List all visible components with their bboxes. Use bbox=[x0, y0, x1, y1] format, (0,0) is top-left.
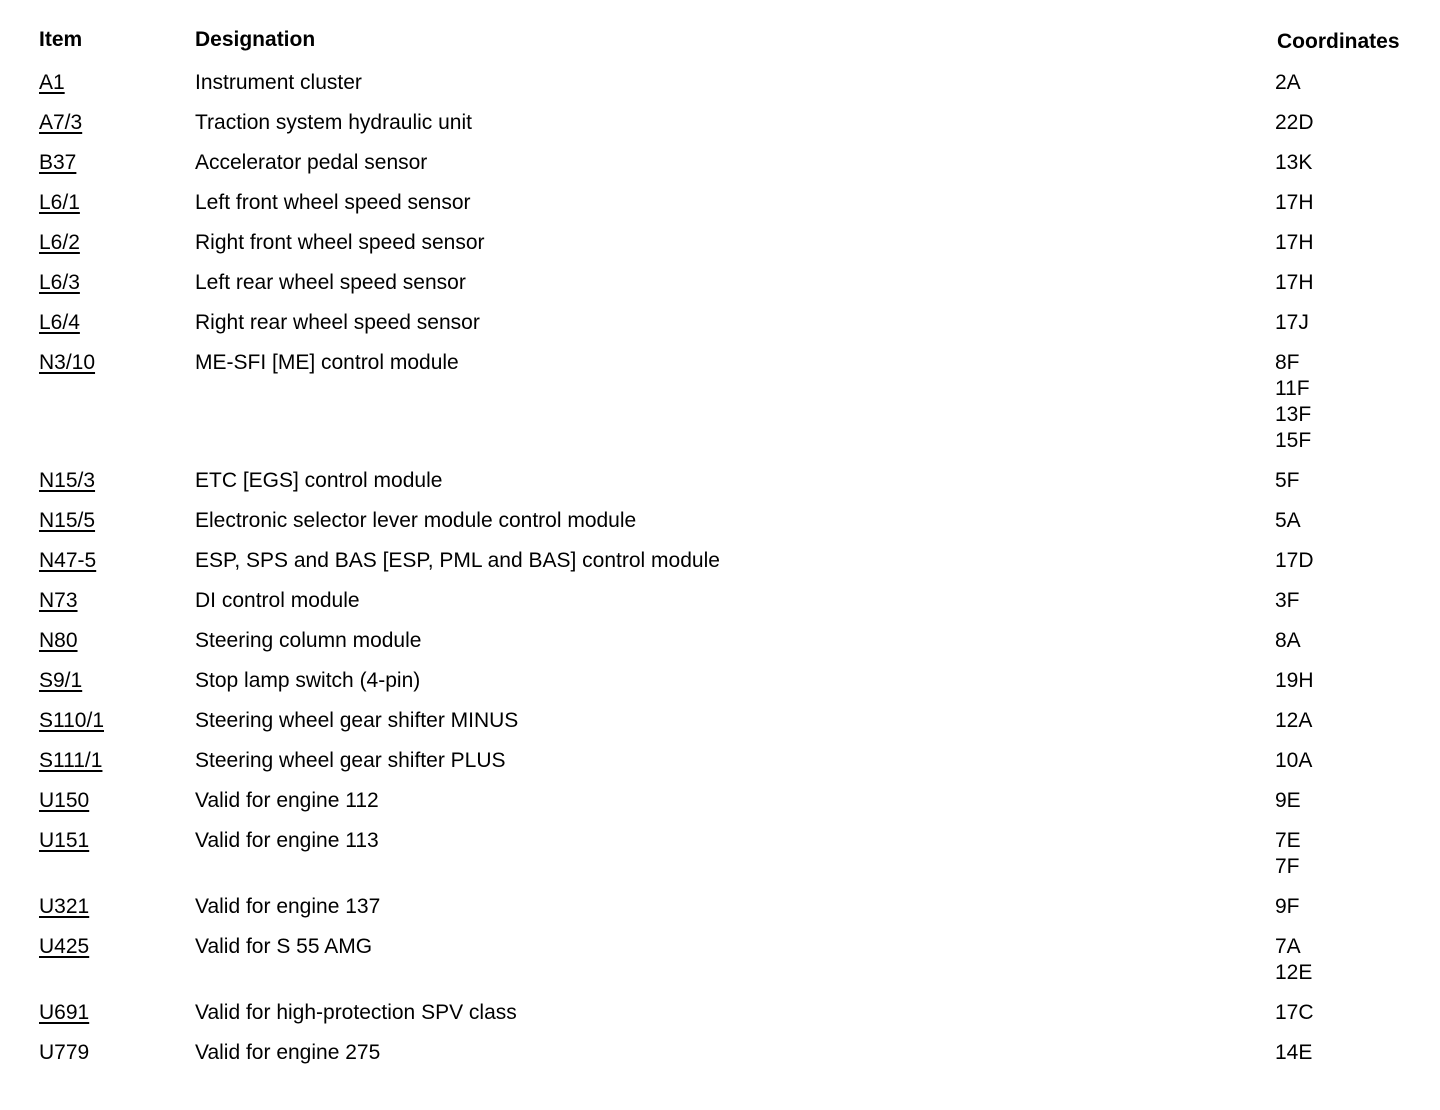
item-code-link[interactable]: N15/5 bbox=[39, 509, 96, 532]
table-row bbox=[39, 660, 1419, 700]
table-row bbox=[39, 540, 1419, 580]
coordinate-value: 17D bbox=[1275, 549, 1314, 572]
item-code-link[interactable]: N15/3 bbox=[39, 469, 96, 492]
coordinate-value: 8A bbox=[1275, 629, 1301, 652]
table-row bbox=[39, 1032, 1419, 1072]
coordinates-cell bbox=[1275, 310, 1415, 336]
designation-text: Right front wheel speed sensor bbox=[195, 231, 485, 254]
coordinate-value: 12A bbox=[1275, 709, 1313, 732]
coordinate-value: 22D bbox=[1275, 111, 1314, 134]
coordinates-cell bbox=[1275, 708, 1415, 734]
item-code-link[interactable]: N47-5 bbox=[39, 549, 97, 572]
designation-text: Electronic selector lever module control module bbox=[195, 509, 637, 532]
coordinates-cell bbox=[1275, 1040, 1415, 1066]
table-row bbox=[39, 780, 1419, 820]
designation-text: ME-SFI [ME] control module bbox=[195, 351, 459, 374]
item-code-link[interactable]: S111/1 bbox=[39, 749, 103, 772]
table-row bbox=[39, 460, 1419, 500]
item-code-link[interactable]: S9/1 bbox=[39, 669, 83, 692]
coordinates-cell bbox=[1275, 508, 1415, 534]
designation-text: Left front wheel speed sensor bbox=[195, 191, 471, 214]
table-row bbox=[39, 222, 1419, 262]
coordinates-cell bbox=[1275, 668, 1415, 694]
table-row bbox=[39, 820, 1419, 886]
coordinate-value: 17H bbox=[1275, 191, 1314, 214]
coordinate-value: 15F bbox=[1275, 429, 1312, 452]
coordinate-value: 10A bbox=[1275, 749, 1313, 772]
table-row bbox=[39, 620, 1419, 660]
coordinate-value: 12E bbox=[1275, 961, 1313, 984]
coordinates-cell bbox=[1275, 628, 1415, 654]
designation-text: Right rear wheel speed sensor bbox=[195, 311, 480, 334]
table-row bbox=[39, 580, 1419, 620]
coordinates-cell bbox=[1275, 1000, 1415, 1026]
coordinate-value: 3F bbox=[1275, 589, 1300, 612]
coordinates-cell bbox=[1275, 828, 1415, 880]
item-code-link[interactable]: U150 bbox=[39, 789, 90, 812]
designation-text: ESP, SPS and BAS [ESP, PML and BAS] control module bbox=[195, 549, 720, 572]
table-row bbox=[39, 262, 1419, 302]
coordinate-value: 7E bbox=[1275, 829, 1301, 852]
designation-text: Traction system hydraulic unit bbox=[195, 111, 472, 134]
coordinate-value: 7F bbox=[1275, 855, 1300, 878]
item-code-link[interactable]: N3/10 bbox=[39, 351, 96, 374]
table-row bbox=[39, 102, 1419, 142]
coordinates-cell bbox=[1275, 934, 1415, 986]
coordinate-value: 11F bbox=[1275, 377, 1310, 400]
coordinates-cell bbox=[1275, 548, 1415, 574]
designation-text: Valid for engine 112 bbox=[195, 789, 379, 812]
item-code-link[interactable]: N80 bbox=[39, 629, 78, 652]
coordinates-cell bbox=[1275, 748, 1415, 774]
item-code-link: U779 bbox=[39, 1041, 90, 1064]
coordinate-value: 13K bbox=[1275, 151, 1313, 174]
item-code-link[interactable]: L6/3 bbox=[39, 271, 80, 294]
coordinates-cell bbox=[1275, 150, 1415, 176]
header-designation: Designation bbox=[195, 28, 316, 51]
coordinate-value: 5A bbox=[1275, 509, 1301, 532]
table-row bbox=[39, 500, 1419, 540]
coordinate-value: 5F bbox=[1275, 469, 1300, 492]
item-code-link[interactable]: U321 bbox=[39, 895, 90, 918]
coordinates-cell bbox=[1275, 190, 1415, 216]
coordinate-value: 9F bbox=[1275, 895, 1300, 918]
coordinates-cell bbox=[1275, 588, 1415, 614]
coordinate-value: 17C bbox=[1275, 1001, 1314, 1024]
designation-text: Instrument cluster bbox=[195, 71, 362, 94]
item-code-link[interactable]: N73 bbox=[39, 589, 78, 612]
coordinates-cell bbox=[1275, 894, 1415, 920]
coordinate-value: 17H bbox=[1275, 271, 1314, 294]
designation-text: Valid for S 55 AMG bbox=[195, 935, 373, 958]
item-code-link[interactable]: A1 bbox=[39, 71, 65, 94]
coordinate-value: 9E bbox=[1275, 789, 1301, 812]
table-row bbox=[39, 142, 1419, 182]
coordinates-cell bbox=[1275, 110, 1415, 136]
designation-text: Steering wheel gear shifter PLUS bbox=[195, 749, 506, 772]
coordinate-value: 14E bbox=[1275, 1041, 1313, 1064]
item-code-link[interactable]: U425 bbox=[39, 935, 90, 958]
table-row bbox=[39, 740, 1419, 780]
designation-text: Steering column module bbox=[195, 629, 422, 652]
designation-text: DI control module bbox=[195, 589, 360, 612]
designation-text: Steering wheel gear shifter MINUS bbox=[195, 709, 519, 732]
designation-text: Valid for high-protection SPV class bbox=[195, 1001, 517, 1024]
coordinate-value: 13F bbox=[1275, 403, 1312, 426]
designation-text: Left rear wheel speed sensor bbox=[195, 271, 466, 294]
coordinates-cell bbox=[1275, 350, 1415, 454]
coordinate-value: 17J bbox=[1275, 311, 1309, 334]
item-code-link[interactable]: U151 bbox=[39, 829, 90, 852]
item-code-link[interactable]: L6/2 bbox=[39, 231, 80, 254]
coordinates-cell bbox=[1275, 468, 1415, 494]
header-item: Item bbox=[39, 28, 83, 51]
header-coordinates: Coordinates bbox=[1277, 30, 1400, 53]
item-code-link[interactable]: L6/4 bbox=[39, 311, 80, 334]
table-row bbox=[39, 700, 1419, 740]
coordinates-cell bbox=[1275, 788, 1415, 814]
designation-text: ETC [EGS] control module bbox=[195, 469, 443, 492]
designation-text: Valid for engine 113 bbox=[195, 829, 379, 852]
coordinate-value: 2A bbox=[1275, 71, 1301, 94]
coordinates-cell bbox=[1275, 70, 1415, 96]
item-code-link[interactable]: B37 bbox=[39, 151, 77, 174]
designation-text: Stop lamp switch (4-pin) bbox=[195, 669, 421, 692]
item-code-link[interactable]: L6/1 bbox=[39, 191, 80, 214]
table-row bbox=[39, 886, 1419, 926]
coordinate-value: 17H bbox=[1275, 231, 1314, 254]
coordinates-cell bbox=[1275, 230, 1415, 256]
table-row bbox=[39, 302, 1419, 342]
table-row bbox=[39, 926, 1419, 992]
designation-text: Accelerator pedal sensor bbox=[195, 151, 428, 174]
designation-text: Valid for engine 275 bbox=[195, 1041, 381, 1064]
coordinate-value: 19H bbox=[1275, 669, 1314, 692]
table-row bbox=[39, 62, 1419, 102]
table-header bbox=[39, 26, 1419, 62]
table-body bbox=[39, 62, 1419, 1072]
coordinate-value: 8F bbox=[1275, 351, 1300, 374]
table-row bbox=[39, 342, 1419, 460]
item-code-link[interactable]: A7/3 bbox=[39, 111, 83, 134]
table-row bbox=[39, 992, 1419, 1032]
coordinates-cell bbox=[1275, 270, 1415, 296]
coordinate-value: 7A bbox=[1275, 935, 1301, 958]
table-row bbox=[39, 182, 1419, 222]
item-code-link[interactable]: U691 bbox=[39, 1001, 90, 1024]
component-legend-table bbox=[39, 26, 1419, 1072]
item-code-link[interactable]: S110/1 bbox=[39, 709, 104, 732]
designation-text: Valid for engine 137 bbox=[195, 895, 381, 918]
